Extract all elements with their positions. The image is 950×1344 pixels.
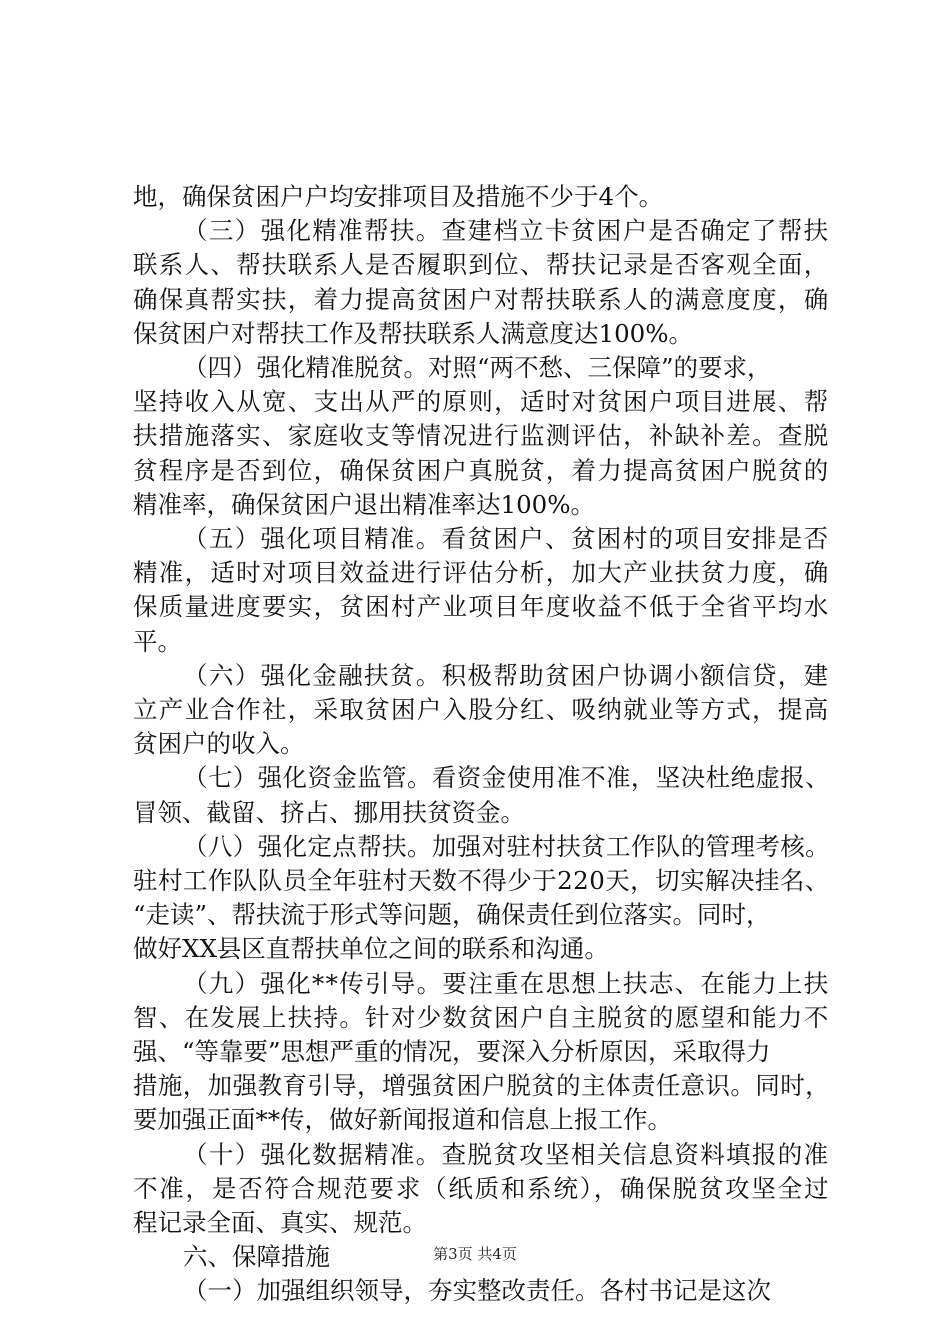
text-line: 贫困户的收入。: [133, 729, 305, 759]
text-line: 立产业合作社，采取贫困户入股分红、吸纳就业等方式，提高: [133, 695, 830, 724]
text-line: （四）强化精准脱贫。对照“两不愁、三保障”的要求，: [183, 353, 772, 382]
text-line: （七）强化资金监管。看资金使用准不准，坚决杜绝虚报、: [183, 763, 830, 793]
text-line: “走读”、帮扶流于形式等问题，确保责任到位落实。同时，: [133, 900, 771, 930]
text-line: （十）强化数据精准。查脱贫攻坚相关信息资料填报的准: [183, 1139, 830, 1169]
text-line: 精准率，确保贫困户退出精准率达100%。: [133, 489, 596, 519]
text-line: 贫程序是否到位，确保贫困户真脱贫，着力提高贫困户脱贫的: [133, 455, 830, 485]
text-line: 坚持收入从宽、支出从严的原则，适时对贫困户项目进展、帮: [133, 387, 830, 417]
text-line: （五）强化项目精准。看贫困户、贫困村的项目安排是否: [183, 524, 830, 553]
text-line: 确保真帮实扶，着力提高贫困户对帮扶联系人的满意度度，确: [133, 284, 830, 314]
text-line: 不准，是否符合规范要求（纸质和系统），确保脱贫攻坚全过: [133, 1173, 831, 1203]
page-footer: 第3页 共4页: [433, 1245, 517, 1263]
text-line: 做好XX县区直帮扶单位之间的联系和沟通。: [133, 934, 609, 964]
text-line: （三）强化精准帮扶。查建档立卡贫困户是否确定了帮扶: [183, 216, 830, 246]
text-line: 地，确保贫困户户均安排项目及措施不少于4个。: [133, 182, 664, 211]
text-line: 智、在发展上扶持。针对少数贫困户自主脱贫的愿望和能力不: [133, 1002, 830, 1032]
text-line: 冒领、截留、挤占、挪用扶贫资金。: [133, 797, 525, 827]
text-line: 保贫困户对帮扶工作及帮扶联系人满意度达100%。: [133, 318, 694, 348]
text-line: 扶措施落实、家庭收支等情况进行监测评估，补缺补差。查脱: [133, 421, 830, 451]
text-line: 程记录全面、真实、规范。: [133, 1208, 427, 1237]
text-line: （九）强化**传引导。要注重在思想上扶志、在能力上扶: [183, 968, 830, 998]
text-line: 驻村工作队队员全年驻村天数不得少于220天，切实解决挂名、: [133, 866, 830, 895]
text-line: 联系人、帮扶联系人是否履职到位、帮扶记录是否客观全面，: [133, 250, 830, 280]
text-line: 要加强正面**传，做好新闻报道和信息上报工作。: [133, 1105, 672, 1135]
text-line: 措施，加强教育引导，增强贫困户脱贫的主体责任意识。同时，: [133, 1071, 830, 1101]
text-line: （一）加强组织领导，夯实整改责任。各村书记是这次: [183, 1276, 771, 1306]
text-line: 平。: [133, 626, 182, 656]
text-line: （八）强化定点帮扶。加强对驻村扶贫工作队的管理考核。: [183, 831, 830, 861]
text-line: 强、“等靠要”思想严重的情况，要深入分析原因，采取得力: [133, 1037, 771, 1066]
text-line: （六）强化金融扶贫。积极帮助贫困户协调小额信贷，建: [183, 660, 830, 690]
text-line: 六、保障措施: [183, 1242, 330, 1272]
text-line: 保质量进度要实，贫困村产业项目年度收益不低于全省平均水: [133, 592, 830, 622]
text-line: 精准，适时对项目效益进行评估分析，加大产业扶贫力度，确: [133, 558, 830, 588]
